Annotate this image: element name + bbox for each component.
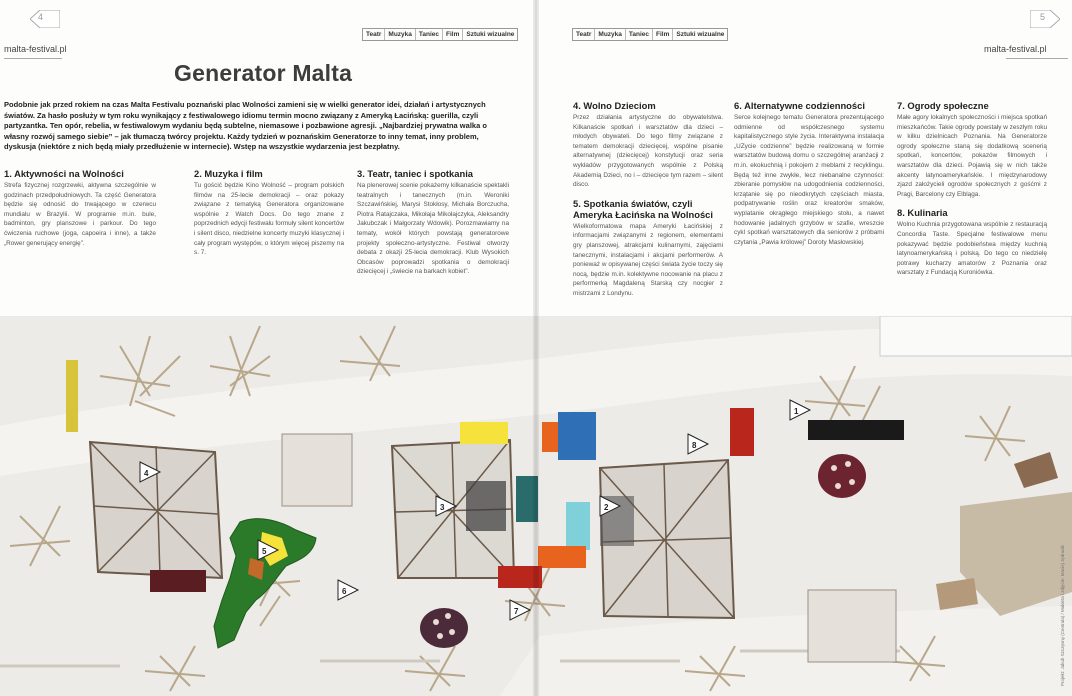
- site-rule-right: [1006, 58, 1068, 59]
- board-grid-left: [282, 434, 352, 506]
- nav-item-sztuki-wizualne[interactable]: Sztuki wizualne: [676, 31, 725, 38]
- svg-text:7: 7: [514, 607, 519, 616]
- section-3-body: Na plenerowej scenie pokażemy kilkanaście spektakli teatralnych i tanecznych (m.in. Weroniki Szczawińskiej, Marysi Stokłosy, Michała Borczucha, Piotra Ratajczaka, Mikołaja Mikołajczyka, Aleksandry Jakubczak i Małgorzaty Wdowik). Porozmawiamy na tematy, wokół których powstają generatorowe projekty społeczno-artystyczne. Festiwal otworzy debata z okazji 25-lecia demokracji. Klub Wysokich Obcasów poprowadzi spotkania o demokracji dziecięcej i „świecie na barkach kobiet”.: [357, 182, 509, 276]
- section-7-title: 7. Ogrody społeczne: [897, 100, 989, 111]
- yellow-pillar: [66, 360, 78, 432]
- section-4-title: 4. Wolno Dzieciom: [573, 100, 656, 111]
- page-number-right: 5: [1040, 12, 1046, 22]
- pavilion-3: [392, 422, 514, 578]
- section-4: [573, 100, 723, 299]
- dotted-pad-left: [420, 608, 468, 648]
- dotted-pad-right: [818, 454, 866, 498]
- nav-item-taniec[interactable]: Taniec: [626, 29, 653, 40]
- site-url-right: malta-festival.pl: [984, 44, 1047, 54]
- board-grid-right: [808, 590, 896, 662]
- site-rule-left: [4, 58, 62, 59]
- svg-text:6: 6: [342, 587, 347, 596]
- section-nav-right: [572, 28, 728, 41]
- nav-item-film[interactable]: Film: [653, 29, 673, 40]
- black-bench: [808, 420, 904, 440]
- section-4-body: Przez działania artystyczne do obywatelstwa. Kilkanaście spotkań i warsztatów dla dzieci – młodych obywateli. Do tego filmy związane z tematem demokracji dziecięcej, wspólne pisanie alternatywnej (dziecięcej) konstytucji oraz seria wykładów przygotowanych wspólnie z Polską Akademią Dzieci, no i – dziecięce tym razem – silent disco.: [573, 114, 723, 189]
- nav-item-film[interactable]: Film: [443, 29, 463, 40]
- article-intro: Podobnie jak przed rokiem na czas Malta Festivalu poznański plac Wolności zamieni się w wielki generator idei, działań i artystycznych światów. Za hasło posłuży w tym roku wynikający z festiwalowego idiomu termin mocno związany z Ameryką Łacińską: guerilla, czyli partyzantka. Ten opór, rebelia, w festiwalowym wydaniu będą subtelne, niemasowe i pozbawione agresji. „Najbardziej prywatna walka o własny rozwój samego siebie” – jak tłumaczą twórcy projektu. Każdy tydzień w poznańskim Generatorze to inny temat, inny problem, dyskusja (niektóre z nich będą miały przedłużenie w internecie). Wstęp na wszystkie wydarzenia jest bezpłatny.: [4, 100, 487, 152]
- platform-top-right: [880, 316, 1072, 356]
- wood-block: [1014, 452, 1058, 488]
- nav-item-muzyka[interactable]: Muzyka: [385, 29, 415, 40]
- section-6-title: 6. Alternatywne codzienności: [734, 100, 865, 111]
- section-6-body: Serce kolejnego tematu Generatora prezentującego odmienne od współczesnego systemu kapitalistycznego style życia. Interaktywna instalacja „UZycie codzienne” będzie realizowaną w formie warsztatów budową domu o szczególnej aranżacji z m.in. ekokuchnią i pokojem z meblami z recyklingu. Będą też inne zwykłe, lecz niebanalne czynności: zbieranie pomysłów na udogodnienia codzienności, krzątanie się po nieodkrytych częściach miasta, podpatrywanie roślin oraz kreatorów smaków, wyplatanie okrągłego miejskiego stołu, a nawet hodowanie jadalnych grzybów w szafie, wreszcie cykl spotkań warsztatowych dla seniorów z próbami czytania „Pawia królowej” Doroty Masłowskiej.: [734, 114, 884, 246]
- svg-text:5: 5: [262, 547, 267, 556]
- svg-text:1: 1: [794, 407, 799, 416]
- nav-item-taniec[interactable]: Taniec: [416, 29, 443, 40]
- section-6: [734, 100, 884, 247]
- svg-text:8: 8: [692, 441, 697, 450]
- section-7-body: Małe agory lokalnych społeczności i miejsca spotkań mieszkańców. Takie ogrody powstały w zeszłym roku w kilku dzielnicach Poznania. Na Generatorze ogrody społeczne staną się dodatkową scenerią spotkań, koncertów, pokazów filmowych i warsztatów dla dzieci. Pojawią się w nich także akcenty latynoamerykańskie. I międzynarodowy zjazd założycieli ogrodów społecznych z gośćmi z Pragi, Barcelony czy Elbląga.: [897, 114, 1047, 198]
- pavilion-4: [90, 442, 222, 592]
- section-2: [194, 168, 344, 258]
- nav-item-teatr[interactable]: Teatr: [363, 29, 385, 40]
- section-nav-left: [362, 28, 518, 41]
- marker-8[interactable]: [688, 434, 708, 454]
- svg-text:3: 3: [440, 503, 445, 512]
- section-5-body: Wielkoformatowa mapa Ameryki Łacińskiej z informacjami związanymi z regionem, elementami gry planszowej, atrakcjami kulinarnymi, zajęciami tanecznymi, instalacjami i akcjami performerów. A ponieważ w opisywanej części świata życie toczy się nocą, będzie m.in. kolektywne nocowanie na placu z performerką Magdaleną Starską czy nocgier z mistrzami z Londynu.: [573, 222, 723, 297]
- section-2-title: 2. Muzyka i film: [194, 168, 263, 179]
- page-tab-left: [30, 10, 60, 28]
- section-1: [4, 168, 156, 248]
- section-8-title: 8. Kulinaria: [897, 207, 948, 219]
- wood-block-small: [936, 578, 978, 610]
- section-3-title: 3. Teatr, taniec i spotkania: [357, 168, 474, 179]
- nav-item-sztuki-wizualne[interactable]: Sztuki wizualne: [466, 31, 515, 38]
- svg-text:2: 2: [604, 503, 609, 512]
- nav-item-teatr[interactable]: Teatr: [573, 29, 595, 40]
- site-url-left: malta-festival.pl: [4, 44, 67, 54]
- photo-credit: Projekt: Jakub Szczęsny (Centrala) / Makieta i zdjęcie: Maciej Jędrasik: [1060, 545, 1065, 686]
- section-5-title: 5. Spotkania światów, czyli Ameryka Łacińska na Wolności: [573, 197, 713, 220]
- article-title: Generator Malta: [174, 60, 353, 86]
- page-number-left: 4: [38, 12, 44, 22]
- marker-1[interactable]: [790, 400, 810, 420]
- section-3: [357, 168, 509, 277]
- section-1-title: 1. Aktywności na Wolności: [4, 168, 124, 179]
- section-1-body: Strefa fizycznej rozgrzewki, aktywna szczególnie w godzinach przedpołudniowych. Ta część Generatora będzie się odnosić do trwającego w czerwcu mundialu w Brazylii. W programie m.in. bule, badminton, gry planszowe i parkour. Do tego ćwiczenia ruchowe (joga, capoeira i inne), a także „Rower generujący energię”.: [4, 182, 156, 247]
- marker-6[interactable]: [338, 580, 358, 600]
- svg-text:4: 4: [144, 469, 149, 478]
- nav-item-muzyka[interactable]: Muzyka: [595, 29, 625, 40]
- section-7: [897, 100, 1047, 278]
- page-fold: [533, 0, 539, 696]
- section-2-body: Tu gościć będzie Kino Wolność – program polskich filmów na 25-lecie demokracji – oraz pokazy związane z tematyką Generatora organizowane wspólnie z Watch Docs. Do tego znane z poprzednich edycji festiwalu formuły silent koncertów i silent disco, niedzielne koncerty muzyki klasycznej i cały program występów, o którym więcej piszemy na s. 7.: [194, 182, 344, 257]
- section-8-body: Wolno Kuchnia przygotowana wspólnie z restauracją Concordia Taste. Specjalne festiwalowe menu pokazywać będzie podobieństwa między kuchnią latynoamerykańską i polską. Do tego co niedzielę potrawy kucharzy amatorów z Poznania oraz warsztaty z Fundacją Kuroniówka.: [897, 221, 1047, 277]
